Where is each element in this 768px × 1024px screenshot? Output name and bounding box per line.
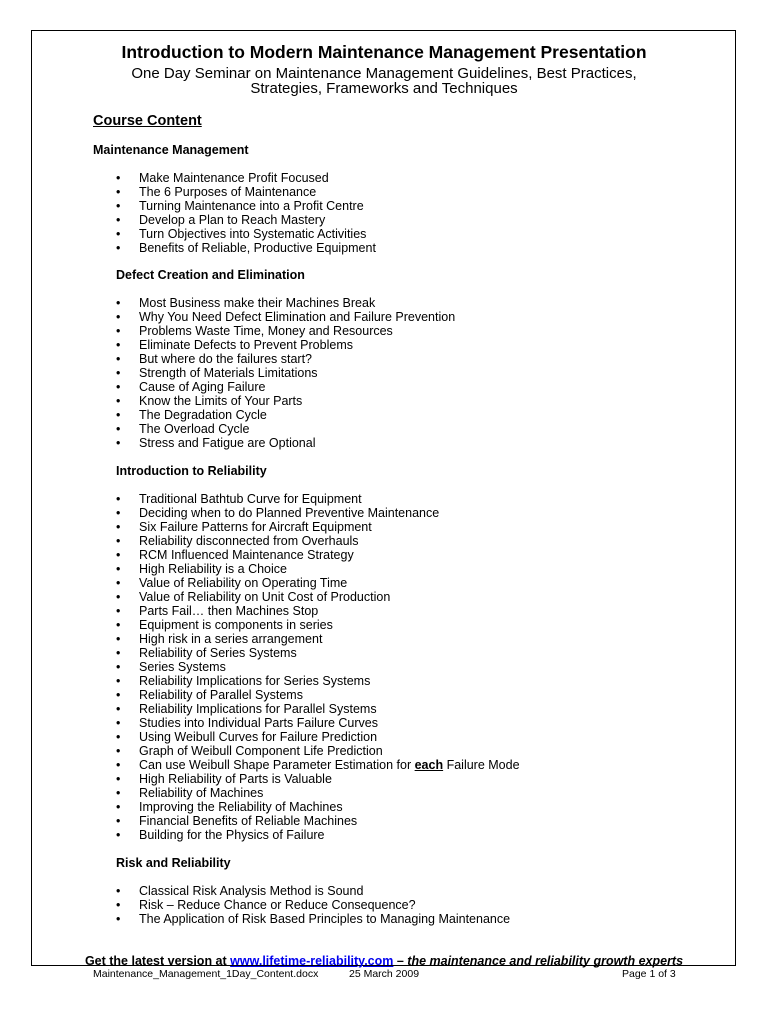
list-item: • High Reliability is a Choice <box>116 562 287 576</box>
list-item: • Problems Waste Time, Money and Resources <box>116 324 393 338</box>
bullet-icon: • <box>116 394 121 408</box>
bullet-icon: • <box>116 241 121 255</box>
list-item: • Reliability of Machines <box>116 786 264 800</box>
bullet-icon: • <box>116 436 121 450</box>
list-item: • Value of Reliability on Operating Time <box>116 576 348 590</box>
list-item: • Classical Risk Analysis Method is Sound <box>116 884 364 898</box>
list-item: • Reliability disconnected from Overhauls <box>116 534 359 548</box>
list-item: • Value of Reliability on Unit Cost of Production <box>116 590 391 604</box>
bullet-icon: • <box>116 562 121 576</box>
list-item: • High Reliability of Parts is Valuable <box>116 772 332 786</box>
bullet-icon: • <box>116 800 121 814</box>
bullet-icon: • <box>116 548 121 562</box>
list-item: • Six Failure Patterns for Aircraft Equipment <box>116 520 372 534</box>
list-item: • Reliability of Parallel Systems <box>116 688 303 702</box>
list-item: • Eliminate Defects to Prevent Problems <box>116 338 353 352</box>
website-link[interactable]: www.lifetime-reliability.com <box>230 954 394 968</box>
bullet-icon: • <box>116 520 121 534</box>
list-item: • Cause of Aging Failure <box>116 380 266 394</box>
list-item: • Develop a Plan to Reach Mastery <box>116 213 326 227</box>
list-item: • Financial Benefits of Reliable Machines <box>116 814 358 828</box>
bullet-icon: • <box>116 828 121 842</box>
list-item: • Parts Fail… then Machines Stop <box>116 604 319 618</box>
section-heading-defect-creation: Defect Creation and Elimination <box>116 268 305 282</box>
list-item: • Reliability Implications for Series Systems <box>116 674 371 688</box>
list-item: • Improving the Reliability of Machines <box>116 800 343 814</box>
list-item: • Equipment is components in series <box>116 618 333 632</box>
course-content-heading: Course Content <box>93 113 202 129</box>
bullet-icon: • <box>116 618 121 632</box>
bullet-icon: • <box>116 590 121 604</box>
bullet-icon: • <box>116 422 121 436</box>
section-heading-maintenance-management: Maintenance Management <box>93 143 249 157</box>
bullet-icon: • <box>116 380 121 394</box>
list-item: • Make Maintenance Profit Focused <box>116 171 329 185</box>
bullet-icon: • <box>116 199 121 213</box>
bullet-icon: • <box>116 213 121 227</box>
maintenance-management-list <box>116 171 376 255</box>
bullet-icon: • <box>116 688 121 702</box>
page-title: Introduction to Modern Maintenance Management Presentation <box>121 42 647 62</box>
bullet-icon: • <box>116 786 121 800</box>
bullet-icon: • <box>116 772 121 786</box>
footer-date: 25 March 2009 <box>349 968 420 980</box>
footer-document-name: Maintenance_Management_1Day_Content.docx <box>93 968 319 980</box>
bullet-icon: • <box>116 744 121 758</box>
footer-banner <box>0 953 768 969</box>
bullet-icon: • <box>116 716 121 730</box>
section-heading-risk-and-reliability: Risk and Reliability <box>116 856 231 870</box>
bullet-icon: • <box>116 660 121 674</box>
list-item: • Studies into Individual Parts Failure Curves <box>116 716 379 730</box>
section-heading-introduction-to-reliability: Introduction to Reliability <box>116 464 267 478</box>
list-item: • Why You Need Defect Elimination and Failure Prevention <box>116 310 456 324</box>
bullet-icon: • <box>116 576 121 590</box>
bullet-icon: • <box>116 702 121 716</box>
list-item: • The Overload Cycle <box>116 422 250 436</box>
footer-tagline: the maintenance and reliability growth experts <box>407 954 684 968</box>
list-item: • Turn Objectives into Systematic Activities <box>116 227 367 241</box>
bullet-icon: • <box>116 730 121 744</box>
list-item: • Benefits of Reliable, Productive Equipment <box>116 241 376 255</box>
list-item: • Risk – Reduce Chance or Reduce Consequence? <box>116 898 416 912</box>
bullet-icon: • <box>116 366 121 380</box>
bullet-icon: • <box>116 352 121 366</box>
bullet-icon: • <box>116 492 121 506</box>
footer-dash: – <box>393 954 408 968</box>
list-item: • Using Weibull Curves for Failure Prediction <box>116 730 378 744</box>
bullet-icon: • <box>116 534 121 548</box>
list-item: • The Degradation Cycle <box>116 408 267 422</box>
footer-page-number: Page 1 of 3 <box>622 968 676 980</box>
bullet-icon: • <box>116 632 121 646</box>
introduction-to-reliability-list <box>116 492 520 842</box>
bullet-icon: • <box>116 814 121 828</box>
list-item: • Strength of Materials Limitations <box>116 366 318 380</box>
list-item: • Building for the Physics of Failure <box>116 828 325 842</box>
bullet-icon: • <box>116 604 121 618</box>
list-item: • The Application of Risk Based Principles to Managing Maintenance <box>116 912 511 926</box>
list-item: • Most Business make their Machines Break <box>116 296 376 310</box>
bullet-icon: • <box>116 338 121 352</box>
bullet-icon: • <box>116 227 121 241</box>
bullet-icon: • <box>116 884 121 898</box>
bullet-icon: • <box>116 408 121 422</box>
list-item: • But where do the failures start? <box>116 352 313 366</box>
list-item: • Traditional Bathtub Curve for Equipment <box>116 492 362 506</box>
defect-creation-list <box>116 296 455 450</box>
list-item: • Series Systems <box>116 660 226 674</box>
bullet-icon: • <box>116 898 121 912</box>
list-item: • High risk in a series arrangement <box>116 632 323 646</box>
list-item: • Graph of Weibull Component Life Prediction <box>116 744 383 758</box>
list-item: • Can use Weibull Shape Parameter Estimation for each Failure Mode <box>116 758 520 772</box>
subtitle-line-2: Strategies, Frameworks and Techniques <box>250 80 518 97</box>
bullet-icon: • <box>116 185 121 199</box>
bullet-icon: • <box>116 296 121 310</box>
list-item: • Deciding when to do Planned Preventive Maintenance <box>116 506 440 520</box>
list-item: • Reliability Implications for Parallel Systems <box>116 702 377 716</box>
bullet-icon: • <box>116 171 121 185</box>
subtitle-line-1: One Day Seminar on Maintenance Management Guidelines, Best Practices, <box>131 65 637 82</box>
risk-and-reliability-list <box>116 884 510 926</box>
bullet-icon: • <box>116 674 121 688</box>
bullet-icon: • <box>116 310 121 324</box>
list-item: • Stress and Fatigue are Optional <box>116 436 316 450</box>
list-item: • RCM Influenced Maintenance Strategy <box>116 548 354 562</box>
list-item: • Turning Maintenance into a Profit Centre <box>116 199 364 213</box>
list-item: • Know the Limits of Your Parts <box>116 394 303 408</box>
bullet-icon: • <box>116 912 121 926</box>
bullet-icon: • <box>116 506 121 520</box>
list-item: • Reliability of Series Systems <box>116 646 297 660</box>
list-item: • The 6 Purposes of Maintenance <box>116 185 317 199</box>
bullet-icon: • <box>116 758 121 772</box>
bullet-icon: • <box>116 324 121 338</box>
footer-prefix: Get the latest version at <box>84 954 231 968</box>
bullet-icon: • <box>116 646 121 660</box>
